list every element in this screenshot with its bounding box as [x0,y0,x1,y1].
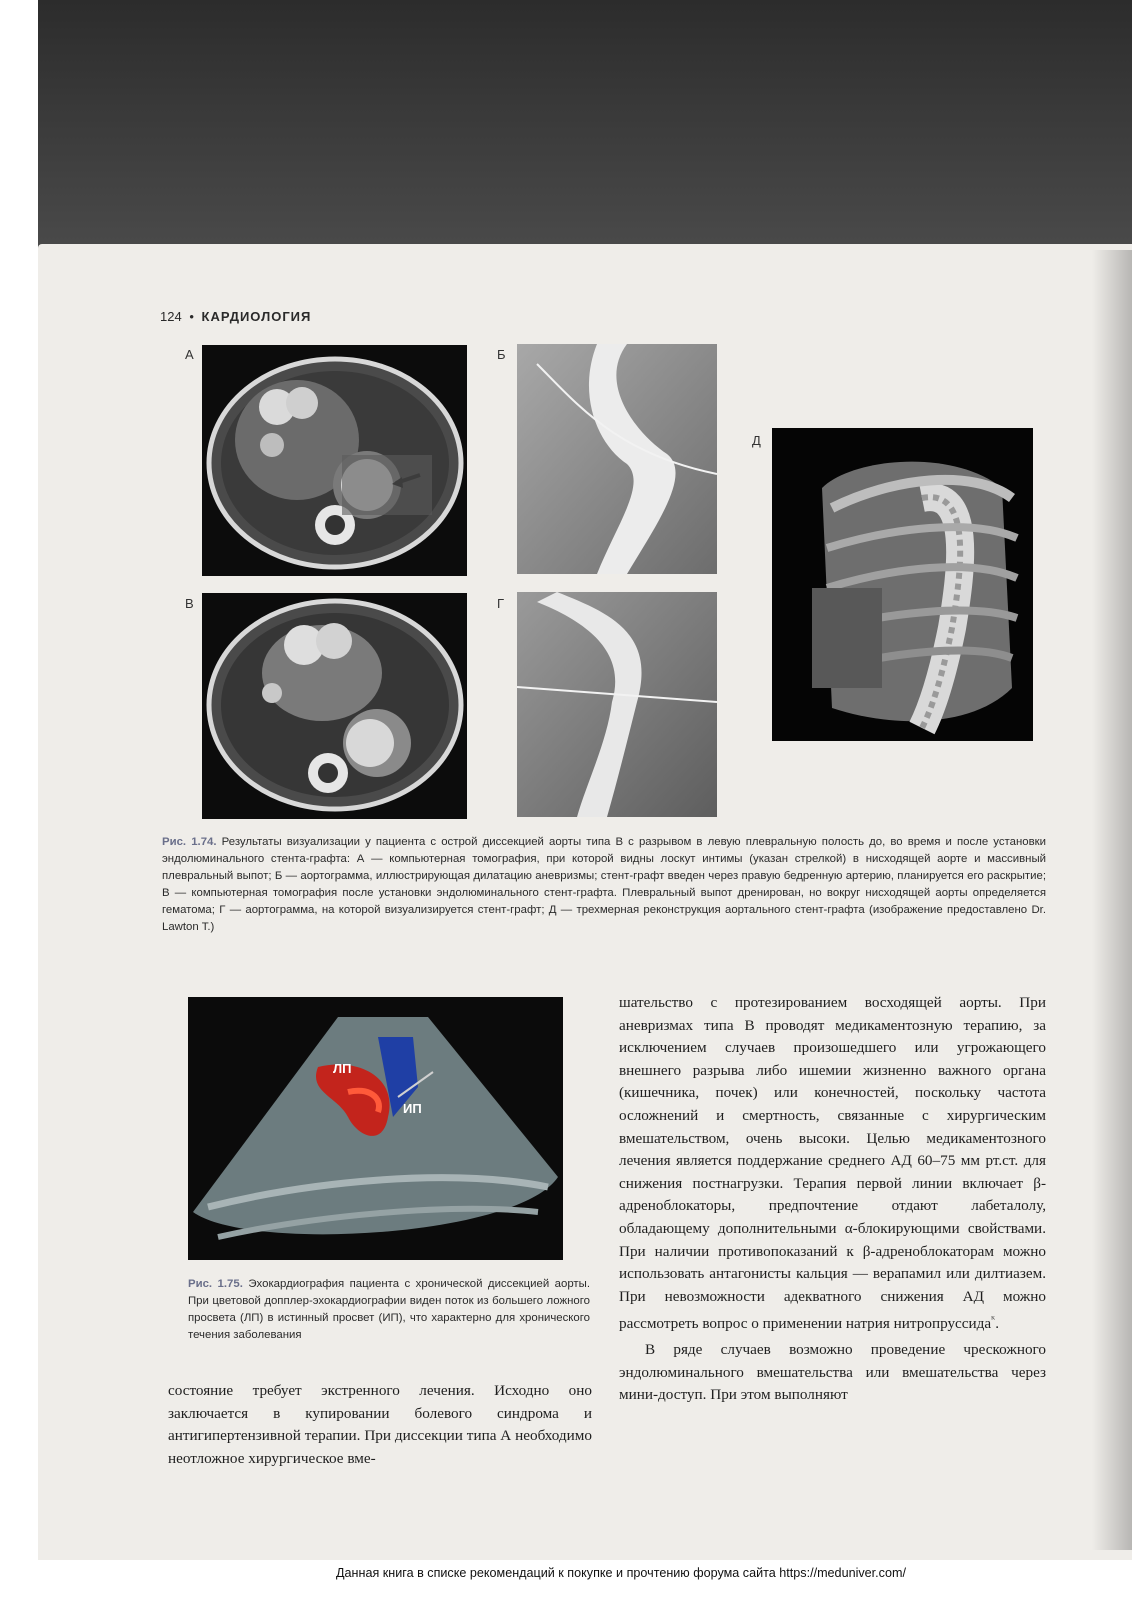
panel-letter-a: А [185,347,194,362]
figure-1-75-label: Рис. 1.75. [188,1278,243,1290]
3d-reconstruction-image-d [772,428,1033,741]
aortogram-image-g [517,592,717,817]
panel-letter-d: Д [752,433,761,448]
figure-1-74-label: Рис. 1.74. [162,836,217,848]
right-paragraph-1: шательство с протезированием восходящей аорты. При аневризмах типа В проводят медикаментозную терапию, за исключением случаев произошедшего или угрожающего внешнего разрыва либо ишемии жизненно важного органа (кишечника, почек) или конечностей, поскольку частота осложнений и смертность, связанные с хирургическим вмешательством, очень высоки. Целью медикаментозного лечения является поддержание среднего АД 60–75 мм рт.ст. для снижения постнагрузки. Терапия первой линии включает β-адреноблокаторы, предпочтение отдают лабеталолу, обладающему дополнительными α-блокирующими свойствами. При наличии противопоказаний к β-адреноблокаторам можно использовать антагонисты кальция — верапамил или дилтиазем. При невозможности адекватного снижения АД можно рассмотреть вопрос о применении натрия нитропруссида [619,994,1046,1333]
panel-letter-g: Г [497,596,505,611]
paragraph-1-end: . [995,1315,1000,1333]
page-number: 124 [160,309,182,324]
ct-image-a [202,345,467,576]
figure-1-75-text: Эхокардиография пациента с хронической диссекцией аорты. При цветовой допплер-эхокардиографии виден поток из большего ложного просвета (ЛП) в истинный просвет (ИП), что характерно для хронического течения заболевания [188,1278,591,1341]
panel-letter-b: Б [497,347,506,362]
aortogram-image-b [517,344,717,574]
right-column-text [619,992,1046,1407]
scan-left-margin [0,0,38,1601]
page-gutter-shadow [1092,250,1132,1550]
panel-letter-v: В [185,596,194,611]
label-false-lumen: ЛП [333,1061,352,1076]
scan-dark-background [0,0,1132,250]
footer-note: Данная книга в списке рекомендаций к покупке и прочтению форума сайта https://meduniver.com/ [336,1566,906,1580]
running-head [160,309,311,324]
figure-1-74-caption [162,834,1046,936]
figure-1-75-caption [188,1276,590,1344]
right-paragraph-2: В ряде случаев возможно проведение чрескожного эндолюминального вмешательства или вмешательства через мини-доступ. При этом выполняют [619,1340,1046,1404]
section-title: КАРДИОЛОГИЯ [201,309,312,324]
label-true-lumen: ИП [403,1101,422,1116]
reference-mark: ᴷ [991,1314,996,1325]
ct-image-v [202,593,467,819]
header-bullet: • [189,309,194,324]
left-column-text: состояние требует экстренного лечения. Исходно оно заключается в купировании болевого синдрома и антигипертензивной терапии. При диссекции типа А необходимо неотложное хирургическое вме- [168,1382,592,1467]
echocardiography-image [188,997,563,1260]
figure-1-74-text: Результаты визуализации у пациента с острой диссекцией аорты типа В с разрывом в левую плевральную полость до, во время и после установки эндолюминального стента-графта: А — компьютерная томография, при которой видны лоскут интимы (указан стрелкой) в нисходящей аорте и массивный плевральный выпот; Б — аортограмма, иллюстрирующая дилатацию аневризмы; стент-графт введен через правую бедренную артерию, планируется его раскрытие; В — компьютерная томография после установки эндолюминального стент-графта. Плевральный выпот дренирован, но вокруг нисходящей аорты определяется гематома; Г — аортограмма, на которой визуализируется стент-графт; Д — трехмерная реконструкция аортального стент-графта (изображение предоставлено Dr. Lawton T.) [162,836,1046,933]
